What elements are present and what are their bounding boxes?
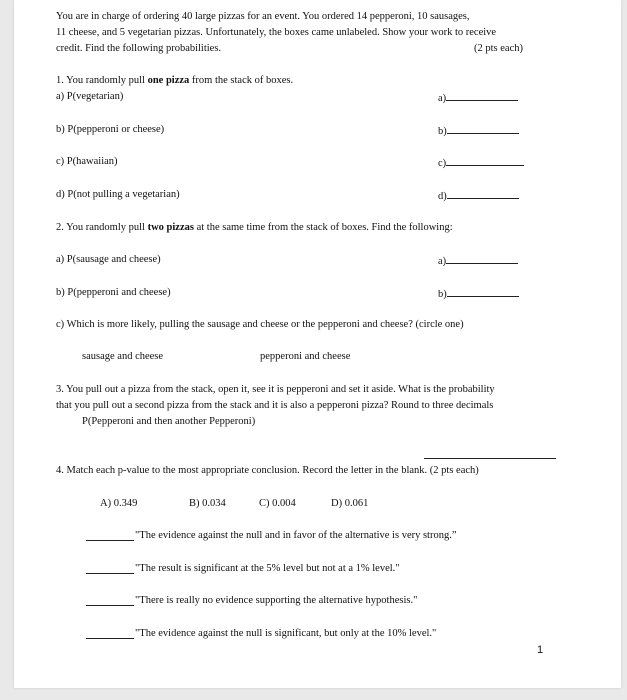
intro-line-2: 11 cheese, and 5 vegetarian pizzas. Unfortunately, the boxes came unlabeled. Show your work to receive bbox=[56, 27, 497, 38]
q2-answer-a: a) bbox=[438, 253, 518, 269]
points-label: (2 pts each) bbox=[474, 43, 523, 54]
match-blank-3[interactable] bbox=[86, 605, 134, 606]
choice-b: B) 0.034 bbox=[189, 498, 226, 509]
q3-line-1: 3. You pull out a pizza from the stack, open it, see it is pepperoni and set it aside. What is the probability bbox=[56, 384, 495, 395]
match-blank-4[interactable] bbox=[86, 638, 134, 639]
q2-item-c: c) Which is more likely, pulling the sausage and cheese or the pepperoni and cheese? (circle one) bbox=[56, 319, 464, 330]
q1-item-d: d) P(not pulling a vegetarian) bbox=[56, 189, 180, 200]
match-blank-2[interactable] bbox=[86, 573, 134, 574]
statement-4: "The evidence against the null is significant, but only at the 10% level." bbox=[135, 628, 437, 639]
q1-item-a: a) P(vegetarian) bbox=[56, 91, 124, 102]
q2-answer-b: b) bbox=[438, 286, 519, 302]
choice-d: D) 0.061 bbox=[331, 498, 369, 509]
q1-answer-b: b) bbox=[438, 123, 519, 139]
answer-blank[interactable] bbox=[447, 286, 519, 297]
statement-3: "There is really no evidence supporting the alternative hypothesis." bbox=[135, 595, 418, 606]
match-blank-1[interactable] bbox=[86, 540, 134, 541]
q1-item-c: c) P(hawaiian) bbox=[56, 156, 118, 167]
choice-a: A) 0.349 bbox=[100, 498, 138, 509]
q1-prompt: 1. You randomly pull one pizza from the stack of boxes. bbox=[56, 75, 294, 86]
intro-line-3: credit. Find the following probabilities. bbox=[56, 43, 222, 54]
answer-blank[interactable] bbox=[446, 90, 518, 101]
option-sausage-cheese[interactable]: sausage and cheese bbox=[82, 351, 164, 362]
q3-line-2: that you pull out a second pizza from the stack and it is also a pepperoni pizza? Round to three decimals bbox=[56, 400, 494, 411]
q4-prompt: 4. Match each p-value to the most appropriate conclusion. Record the letter in the blank. (2 pts each) bbox=[56, 465, 479, 476]
q2-prompt: 2. You randomly pull two pizzas at the same time from the stack of boxes. Find the following: bbox=[56, 222, 453, 233]
q1-answer-d: d) bbox=[438, 188, 519, 204]
answer-blank[interactable] bbox=[447, 188, 519, 199]
q2-item-a: a) P(sausage and cheese) bbox=[56, 254, 161, 265]
answer-blank[interactable] bbox=[446, 253, 518, 264]
q1-item-b: b) P(pepperoni or cheese) bbox=[56, 124, 165, 135]
q3-answer-blank[interactable] bbox=[424, 458, 556, 459]
intro-line-1: You are in charge of ordering 40 large pizzas for an event. You ordered 14 pepperoni, 10 sausages, bbox=[56, 11, 470, 22]
statement-2: "The result is significant at the 5% level but not at a 1% level." bbox=[135, 563, 400, 574]
worksheet-page bbox=[14, 0, 621, 688]
q1-answer-a: a) bbox=[438, 90, 518, 106]
choice-c: C) 0.004 bbox=[259, 498, 296, 509]
q3-line-3: P(Pepperoni and then another Pepperoni) bbox=[82, 416, 256, 427]
answer-blank[interactable] bbox=[447, 123, 519, 134]
answer-blank[interactable] bbox=[446, 155, 524, 166]
statement-1: "The evidence against the null and in favor of the alternative is very strong.” bbox=[135, 530, 457, 541]
q1-answer-c: c) bbox=[438, 155, 524, 171]
page-number: 1 bbox=[537, 644, 544, 656]
q2-item-b: b) P(pepperoni and cheese) bbox=[56, 287, 171, 298]
option-pepperoni-cheese[interactable]: pepperoni and cheese bbox=[260, 351, 351, 362]
